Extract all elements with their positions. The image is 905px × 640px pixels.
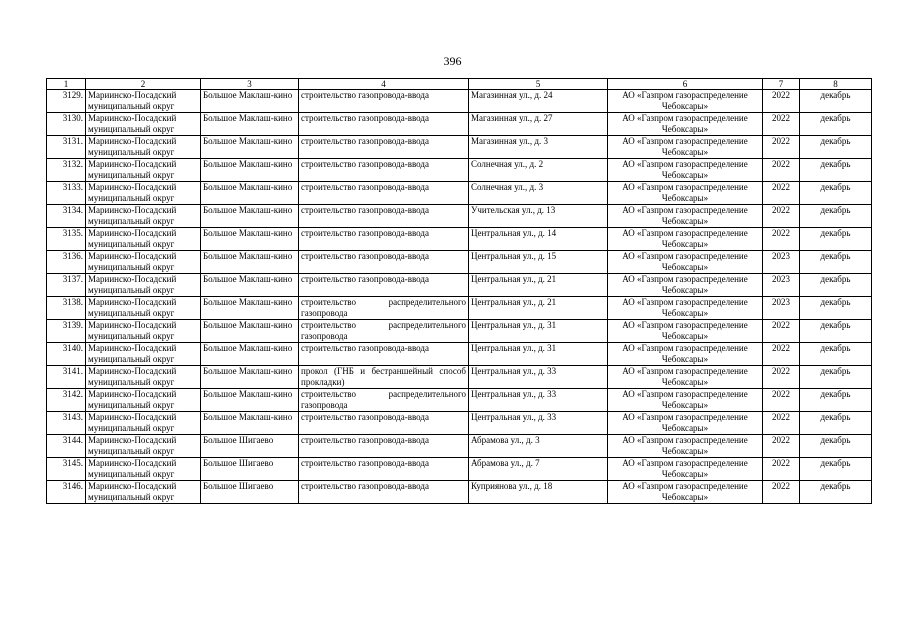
work-type-cell: строительство газопровода-ввода xyxy=(299,136,469,159)
address-cell: Солнечная ул., д. 3 xyxy=(469,182,608,205)
organization-cell: АО «Газпром газораспределение Чебоксары» xyxy=(608,113,763,136)
settlement-cell: Большое Шигаево xyxy=(201,435,299,458)
work-type-cell: строительство газопровода-ввода xyxy=(299,159,469,182)
work-type-cell: строительство газопровода-ввода xyxy=(299,113,469,136)
table-row xyxy=(47,366,872,389)
column-header: 4 xyxy=(299,79,469,90)
district-cell: Мариинско-Посадский муниципальный округ xyxy=(86,297,201,320)
year-cell: 2022 xyxy=(763,458,800,481)
organization-cell: АО «Газпром газораспределение Чебоксары» xyxy=(608,136,763,159)
month-cell: декабрь xyxy=(800,320,872,343)
row-number: 3133. xyxy=(47,182,86,205)
gas-works-table xyxy=(46,78,872,504)
work-type-cell: строительство распределительного газопровода xyxy=(299,320,469,343)
year-cell: 2022 xyxy=(763,113,800,136)
table-row xyxy=(47,159,872,182)
settlement-cell: Большое Маклаш-кино xyxy=(201,320,299,343)
settlement-cell: Большое Шигаево xyxy=(201,481,299,504)
settlement-cell: Большое Маклаш-кино xyxy=(201,90,299,113)
district-cell: Мариинско-Посадский муниципальный округ xyxy=(86,182,201,205)
year-cell: 2023 xyxy=(763,274,800,297)
district-cell: Мариинско-Посадский муниципальный округ xyxy=(86,251,201,274)
settlement-cell: Большое Маклаш-кино xyxy=(201,389,299,412)
address-cell: Центральная ул., д. 33 xyxy=(469,389,608,412)
row-number: 3139. xyxy=(47,320,86,343)
organization-cell: АО «Газпром газораспределение Чебоксары» xyxy=(608,343,763,366)
row-number: 3130. xyxy=(47,113,86,136)
year-cell: 2022 xyxy=(763,205,800,228)
row-number: 3129. xyxy=(47,90,86,113)
month-cell: декабрь xyxy=(800,251,872,274)
work-type-cell: строительство газопровода-ввода xyxy=(299,458,469,481)
work-type-cell: строительство газопровода-ввода xyxy=(299,228,469,251)
address-cell: Солнечная ул., д. 2 xyxy=(469,159,608,182)
row-number: 3143. xyxy=(47,412,86,435)
table-row xyxy=(47,320,872,343)
year-cell: 2022 xyxy=(763,90,800,113)
address-cell: Магазинная ул., д. 3 xyxy=(469,136,608,159)
year-cell: 2023 xyxy=(763,251,800,274)
organization-cell: АО «Газпром газораспределение Чебоксары» xyxy=(608,159,763,182)
settlement-cell: Большое Маклаш-кино xyxy=(201,412,299,435)
organization-cell: АО «Газпром газораспределение Чебоксары» xyxy=(608,90,763,113)
work-type-cell: строительство газопровода-ввода xyxy=(299,251,469,274)
organization-cell: АО «Газпром газораспределение Чебоксары» xyxy=(608,205,763,228)
settlement-cell: Большое Маклаш-кино xyxy=(201,274,299,297)
month-cell: декабрь xyxy=(800,274,872,297)
month-cell: декабрь xyxy=(800,389,872,412)
work-type-cell: строительство газопровода-ввода xyxy=(299,90,469,113)
month-cell: декабрь xyxy=(800,435,872,458)
district-cell: Мариинско-Посадский муниципальный округ xyxy=(86,274,201,297)
table-row xyxy=(47,435,872,458)
work-type-cell: строительство газопровода-ввода xyxy=(299,182,469,205)
row-number: 3141. xyxy=(47,366,86,389)
row-number: 3146. xyxy=(47,481,86,504)
month-cell: декабрь xyxy=(800,182,872,205)
organization-cell: АО «Газпром газораспределение Чебоксары» xyxy=(608,320,763,343)
row-number: 3136. xyxy=(47,251,86,274)
work-type-cell: прокол (ГНБ и бестраншейный способ прокладки) xyxy=(299,366,469,389)
header-row xyxy=(47,79,872,90)
month-cell: декабрь xyxy=(800,113,872,136)
district-cell: Мариинско-Посадский муниципальный округ xyxy=(86,113,201,136)
settlement-cell: Большое Маклаш-кино xyxy=(201,297,299,320)
year-cell: 2022 xyxy=(763,366,800,389)
table-row xyxy=(47,458,872,481)
year-cell: 2022 xyxy=(763,228,800,251)
table-row xyxy=(47,389,872,412)
settlement-cell: Большое Маклаш-кино xyxy=(201,228,299,251)
table-row xyxy=(47,343,872,366)
work-type-cell: строительство газопровода-ввода xyxy=(299,274,469,297)
row-number: 3137. xyxy=(47,274,86,297)
address-cell: Центральная ул., д. 33 xyxy=(469,366,608,389)
work-type-cell: строительство газопровода-ввода xyxy=(299,412,469,435)
district-cell: Мариинско-Посадский муниципальный округ xyxy=(86,366,201,389)
organization-cell: АО «Газпром газораспределение Чебоксары» xyxy=(608,481,763,504)
address-cell: Абрамова ул., д. 7 xyxy=(469,458,608,481)
month-cell: декабрь xyxy=(800,228,872,251)
organization-cell: АО «Газпром газораспределение Чебоксары» xyxy=(608,182,763,205)
table-row xyxy=(47,136,872,159)
work-type-cell: строительство распределительного газопровода xyxy=(299,297,469,320)
table-row xyxy=(47,412,872,435)
district-cell: Мариинско-Посадский муниципальный округ xyxy=(86,412,201,435)
month-cell: декабрь xyxy=(800,159,872,182)
column-header: 3 xyxy=(201,79,299,90)
year-cell: 2022 xyxy=(763,343,800,366)
year-cell: 2022 xyxy=(763,412,800,435)
month-cell: декабрь xyxy=(800,297,872,320)
settlement-cell: Большое Маклаш-кино xyxy=(201,366,299,389)
address-cell: Центральная ул., д. 33 xyxy=(469,412,608,435)
table-body xyxy=(47,90,872,504)
organization-cell: АО «Газпром газораспределение Чебоксары» xyxy=(608,366,763,389)
district-cell: Мариинско-Посадский муниципальный округ xyxy=(86,90,201,113)
address-cell: Магазинная ул., д. 27 xyxy=(469,113,608,136)
address-cell: Центральная ул., д. 31 xyxy=(469,320,608,343)
row-number: 3144. xyxy=(47,435,86,458)
work-type-cell: строительство газопровода-ввода xyxy=(299,343,469,366)
year-cell: 2022 xyxy=(763,435,800,458)
organization-cell: АО «Газпром газораспределение Чебоксары» xyxy=(608,228,763,251)
table-row xyxy=(47,297,872,320)
year-cell: 2022 xyxy=(763,389,800,412)
table-row xyxy=(47,251,872,274)
month-cell: декабрь xyxy=(800,205,872,228)
district-cell: Мариинско-Посадский муниципальный округ xyxy=(86,481,201,504)
settlement-cell: Большое Маклаш-кино xyxy=(201,205,299,228)
work-type-cell: строительство газопровода-ввода xyxy=(299,205,469,228)
settlement-cell: Большое Маклаш-кино xyxy=(201,136,299,159)
organization-cell: АО «Газпром газораспределение Чебоксары» xyxy=(608,412,763,435)
district-cell: Мариинско-Посадский муниципальный округ xyxy=(86,136,201,159)
address-cell: Центральная ул., д. 14 xyxy=(469,228,608,251)
settlement-cell: Большое Шигаево xyxy=(201,458,299,481)
district-cell: Мариинско-Посадский муниципальный округ xyxy=(86,389,201,412)
month-cell: декабрь xyxy=(800,136,872,159)
settlement-cell: Большое Маклаш-кино xyxy=(201,343,299,366)
organization-cell: АО «Газпром газораспределение Чебоксары» xyxy=(608,458,763,481)
address-cell: Центральная ул., д. 15 xyxy=(469,251,608,274)
year-cell: 2022 xyxy=(763,159,800,182)
address-cell: Центральная ул., д. 21 xyxy=(469,297,608,320)
address-cell: Учительская ул., д. 13 xyxy=(469,205,608,228)
column-header: 8 xyxy=(800,79,872,90)
work-type-cell: строительство газопровода-ввода xyxy=(299,435,469,458)
column-header: 5 xyxy=(469,79,608,90)
year-cell: 2022 xyxy=(763,481,800,504)
row-number: 3140. xyxy=(47,343,86,366)
month-cell: декабрь xyxy=(800,412,872,435)
table-row xyxy=(47,481,872,504)
district-cell: Мариинско-Посадский муниципальный округ xyxy=(86,320,201,343)
column-header: 1 xyxy=(47,79,86,90)
organization-cell: АО «Газпром газораспределение Чебоксары» xyxy=(608,251,763,274)
district-cell: Мариинско-Посадский муниципальный округ xyxy=(86,435,201,458)
row-number: 3138. xyxy=(47,297,86,320)
year-cell: 2022 xyxy=(763,320,800,343)
year-cell: 2022 xyxy=(763,136,800,159)
table-row xyxy=(47,90,872,113)
table-row xyxy=(47,205,872,228)
table-row xyxy=(47,274,872,297)
year-cell: 2023 xyxy=(763,297,800,320)
address-cell: Магазинная ул., д. 24 xyxy=(469,90,608,113)
district-cell: Мариинско-Посадский муниципальный округ xyxy=(86,343,201,366)
work-type-cell: строительство распределительного газопровода xyxy=(299,389,469,412)
page-number: 396 xyxy=(443,54,462,68)
column-header: 2 xyxy=(86,79,201,90)
organization-cell: АО «Газпром газораспределение Чебоксары» xyxy=(608,435,763,458)
month-cell: декабрь xyxy=(800,343,872,366)
row-number: 3134. xyxy=(47,205,86,228)
column-header: 6 xyxy=(608,79,763,90)
month-cell: декабрь xyxy=(800,481,872,504)
district-cell: Мариинско-Посадский муниципальный округ xyxy=(86,228,201,251)
month-cell: декабрь xyxy=(800,458,872,481)
year-cell: 2022 xyxy=(763,182,800,205)
organization-cell: АО «Газпром газораспределение Чебоксары» xyxy=(608,297,763,320)
row-number: 3131. xyxy=(47,136,86,159)
column-header: 7 xyxy=(763,79,800,90)
address-cell: Абрамова ул., д. 3 xyxy=(469,435,608,458)
settlement-cell: Большое Маклаш-кино xyxy=(201,159,299,182)
row-number: 3135. xyxy=(47,228,86,251)
organization-cell: АО «Газпром газораспределение Чебоксары» xyxy=(608,389,763,412)
address-cell: Центральная ул., д. 31 xyxy=(469,343,608,366)
organization-cell: АО «Газпром газораспределение Чебоксары» xyxy=(608,274,763,297)
row-number: 3142. xyxy=(47,389,86,412)
month-cell: декабрь xyxy=(800,366,872,389)
district-cell: Мариинско-Посадский муниципальный округ xyxy=(86,205,201,228)
work-type-cell: строительство газопровода-ввода xyxy=(299,481,469,504)
address-cell: Куприянова ул., д. 18 xyxy=(469,481,608,504)
table-row xyxy=(47,182,872,205)
address-cell: Центральная ул., д. 21 xyxy=(469,274,608,297)
table-row xyxy=(47,228,872,251)
table-row xyxy=(47,113,872,136)
row-number: 3132. xyxy=(47,159,86,182)
settlement-cell: Большое Маклаш-кино xyxy=(201,182,299,205)
settlement-cell: Большое Маклаш-кино xyxy=(201,113,299,136)
district-cell: Мариинско-Посадский муниципальный округ xyxy=(86,159,201,182)
month-cell: декабрь xyxy=(800,90,872,113)
row-number: 3145. xyxy=(47,458,86,481)
district-cell: Мариинско-Посадский муниципальный округ xyxy=(86,458,201,481)
settlement-cell: Большое Маклаш-кино xyxy=(201,251,299,274)
